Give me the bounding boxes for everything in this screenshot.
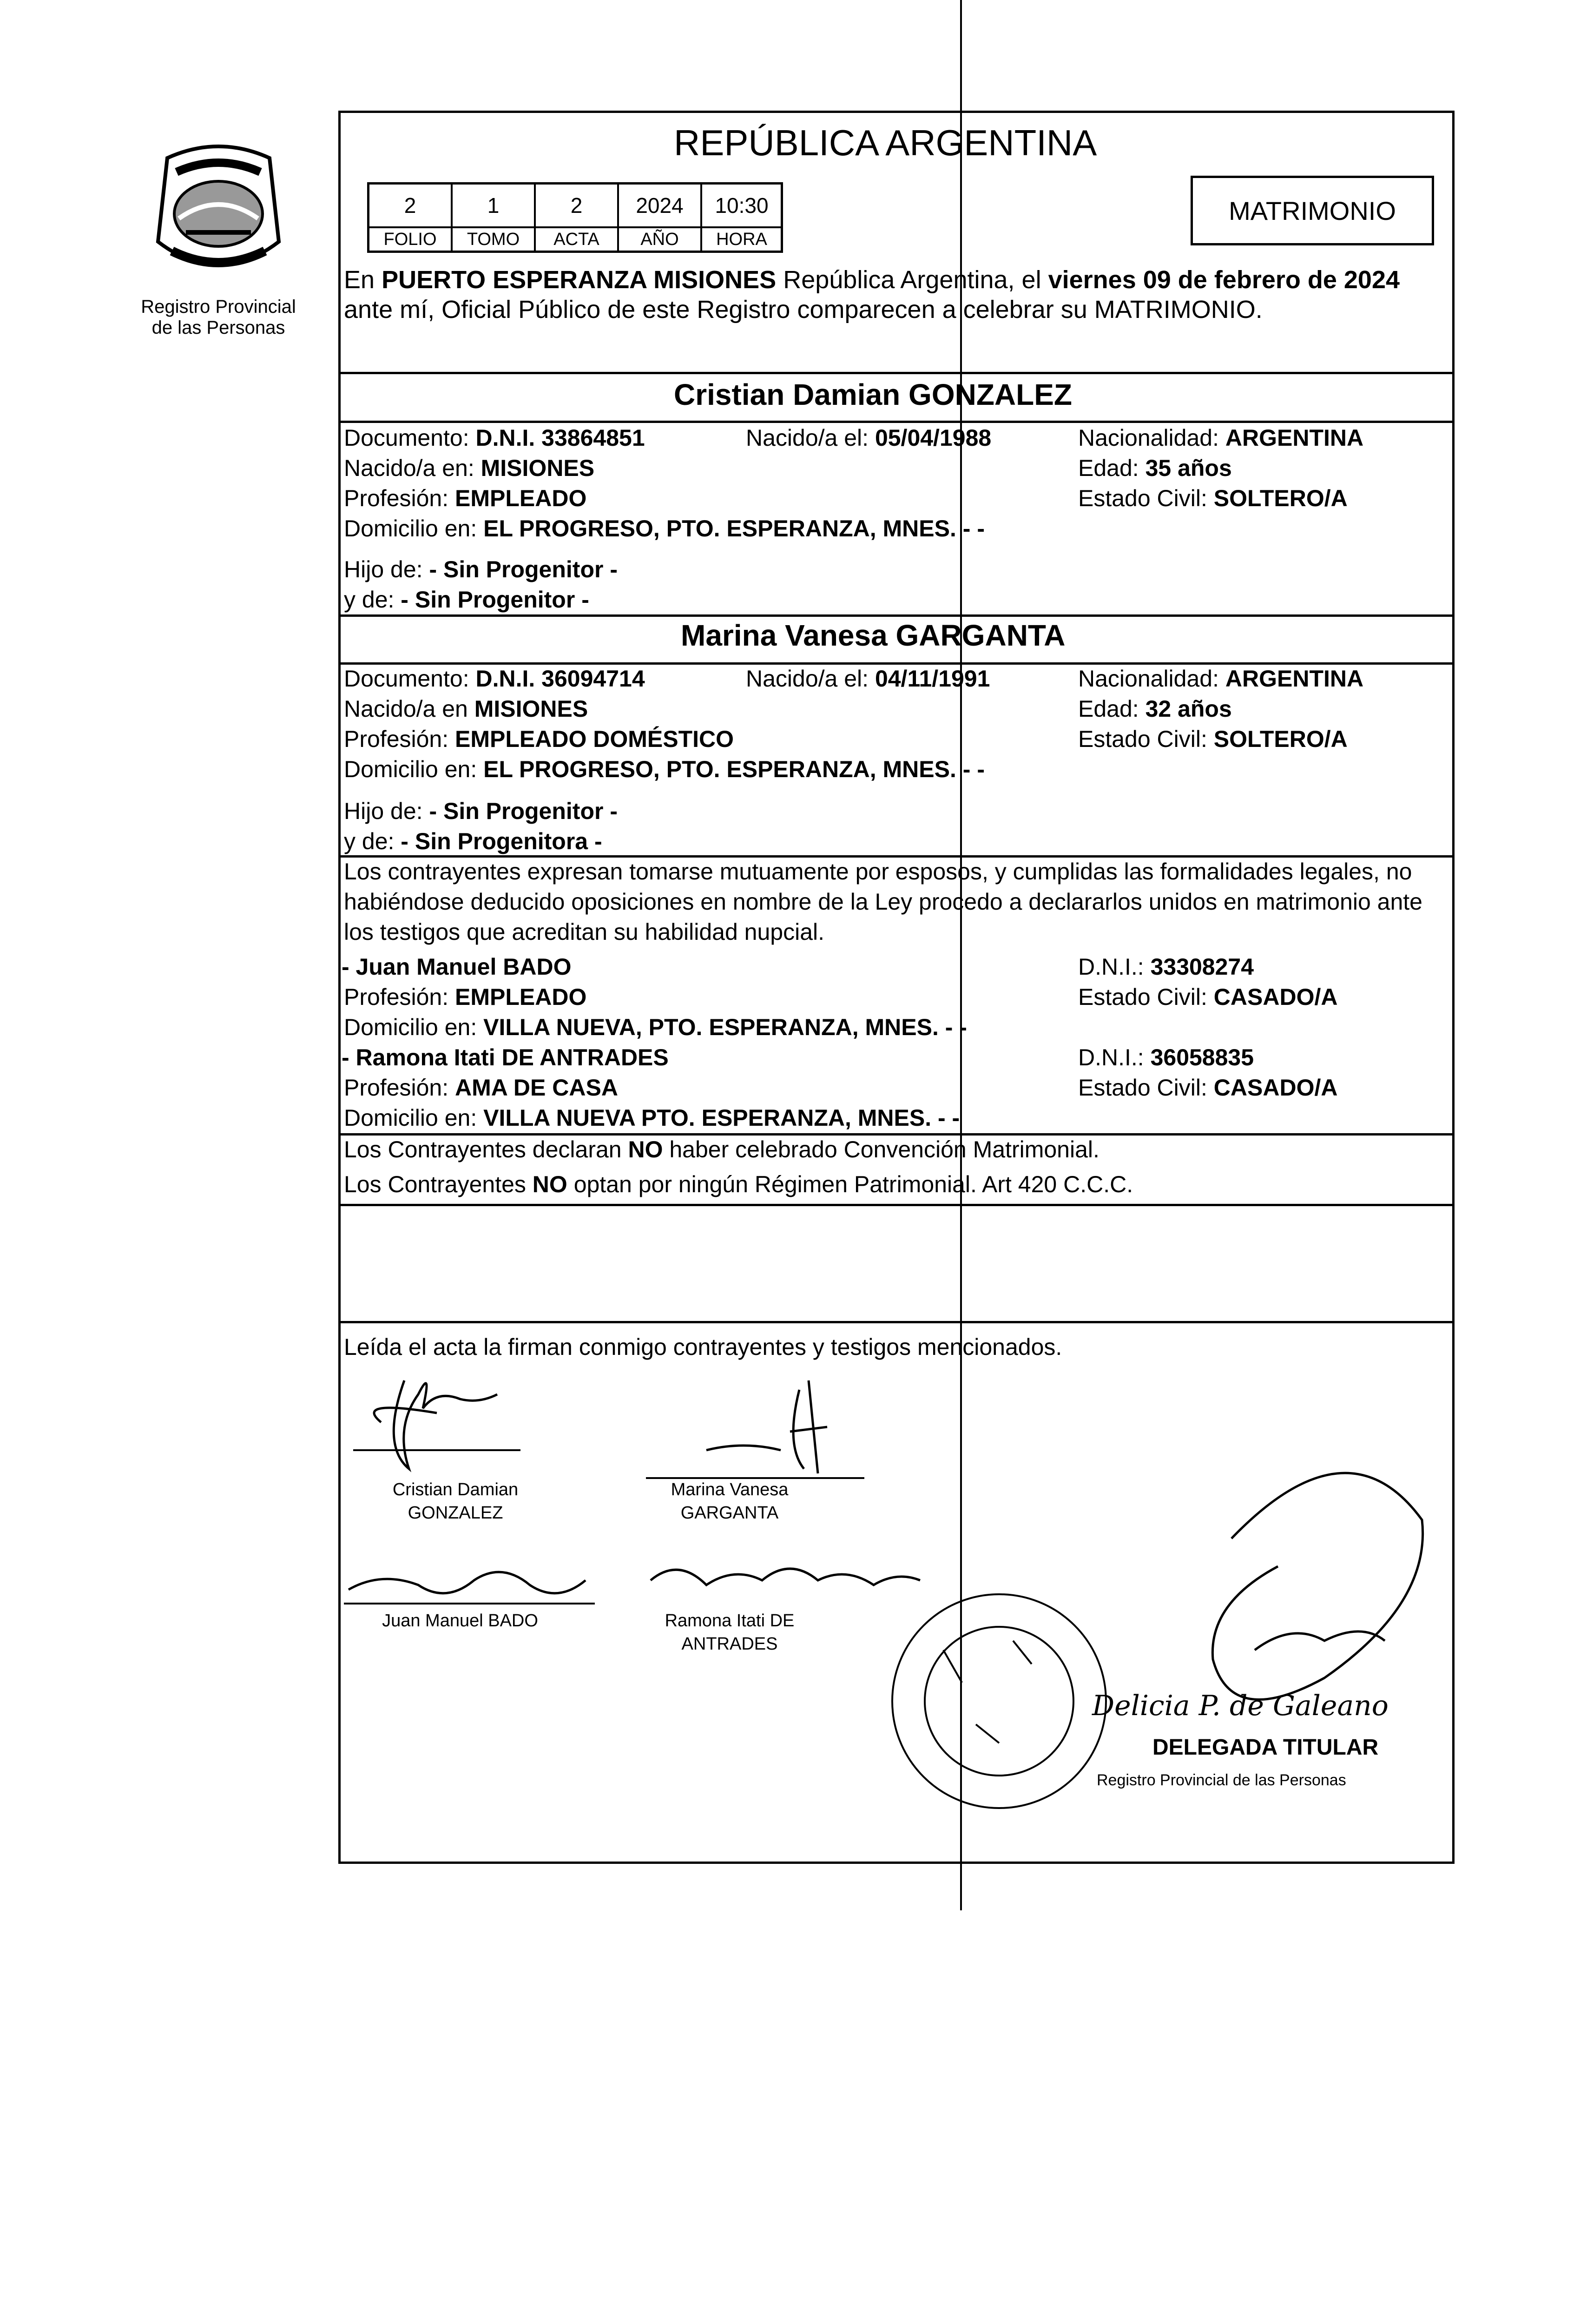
- folio-value: 2: [369, 185, 453, 226]
- spouse1-signature-name: Cristian Damian GONZALEZ: [392, 1480, 519, 1523]
- hour-value: 10:30: [715, 193, 769, 218]
- witness2-civil-status: Estado Civil: CASADO/A: [1078, 1075, 1338, 1101]
- spouse1-father: Hijo de: - Sin Progenitor -: [344, 556, 618, 582]
- year-label: AÑO: [619, 228, 702, 251]
- province-seal-logo: [139, 139, 297, 288]
- official-office: Registro Provincial de las Personas: [1097, 1771, 1346, 1789]
- spouse1-civil-status: Estado Civil: SOLTERO/A: [1078, 485, 1348, 511]
- official-stamp: [892, 1594, 1106, 1808]
- declaration-line3: los testigos que acreditan su habilidad nupcial.: [344, 919, 825, 945]
- witness1-civil-status: Estado Civil: CASADO/A: [1078, 984, 1338, 1010]
- spouse1-age: Edad: 35 años: [1078, 455, 1232, 481]
- tomo-value: 1: [453, 185, 536, 226]
- folio-label: FOLIO: [369, 228, 453, 251]
- spouse2-birthdate: Nacido/a el: 04/11/1991: [746, 666, 990, 692]
- spouse1-document: Documento: D.N.I. 33864851: [344, 425, 645, 451]
- intro-line1: En PUERTO ESPERANZA MISIONES República Argentina, el viernes 09 de febrero de 2024: [344, 266, 1400, 294]
- declaration-line1: Los contrayentes expresan tomarse mutuamente por esposos, y cumplidas las formalidades legales, no: [344, 858, 1412, 885]
- witness2-dni: D.N.I.: 36058835: [1078, 1044, 1254, 1070]
- witness1-profession: Profesión: EMPLEADO: [344, 984, 587, 1010]
- year-value: 2024: [619, 185, 702, 226]
- witness1-dni: D.N.I.: 33308274: [1078, 954, 1254, 980]
- spouse2-mother: y de: - Sin Progenitora -: [344, 828, 602, 854]
- registry-table: [367, 182, 783, 253]
- intro-line2: ante mí, Oficial Público de este Registro comparecen a celebrar su MATRIMONIO.: [344, 296, 1263, 324]
- spouse2-address: Domicilio en: EL PROGRESO, PTO. ESPERANZA, MNES. - -: [344, 756, 985, 782]
- official-name: Delicia P. de Galeano: [1092, 1690, 1389, 1722]
- spouse2-father: Hijo de: - Sin Progenitor -: [344, 798, 618, 824]
- registry-name-line2: de las Personas: [151, 317, 285, 338]
- spouse1-mother: y de: - Sin Progenitor -: [344, 587, 589, 613]
- registry-name-line1: Registro Provincial: [141, 297, 296, 317]
- spouse2-name: Marina Vanesa GARGANTA: [681, 619, 1066, 652]
- spouse2-profession: Profesión: EMPLEADO DOMÉSTICO: [344, 726, 734, 752]
- spouse1-birthplace: Nacido/a en: MISIONES: [344, 455, 595, 481]
- act-type-box: [1191, 176, 1434, 245]
- declaration-line2: habiéndose deducido oposiciones en nombre de la Ley procedo a declararlos unidos en matrimonio ante: [344, 889, 1422, 915]
- spouse1-name: Cristian Damian GONZALEZ: [674, 378, 1072, 411]
- tomo-label: TOMO: [453, 228, 536, 251]
- spouse2-age: Edad: 32 años: [1078, 696, 1232, 722]
- witness2-profession: Profesión: AMA DE CASA: [344, 1075, 618, 1101]
- spouse2-nationality: Nacionalidad: ARGENTINA: [1078, 666, 1364, 692]
- witness2-address: Domicilio en: VILLA NUEVA PTO. ESPERANZA, MNES. - -: [344, 1105, 960, 1131]
- country-title: REPÚBLICA ARGENTINA: [674, 122, 1097, 163]
- regime-line1: Los Contrayentes declaran NO haber celebrado Convención Matrimonial.: [344, 1136, 1099, 1162]
- spouse1-profession: Profesión: EMPLEADO: [344, 485, 587, 511]
- spouse2-document: Documento: D.N.I. 36094714: [344, 666, 645, 692]
- witness1-address: Domicilio en: VILLA NUEVA, PTO. ESPERANZA, MNES. - -: [344, 1014, 967, 1040]
- spouse2-signature-name: Marina Vanesa GARGANTA: [671, 1480, 789, 1523]
- witness2-name: - Ramona Itati DE ANTRADES: [342, 1044, 669, 1070]
- spouse1-birthdate: Nacido/a el: 05/04/1988: [746, 425, 992, 451]
- spouse2-birthplace: Nacido/a en MISIONES: [344, 696, 588, 722]
- spouse1-nationality: Nacionalidad: ARGENTINA: [1078, 425, 1364, 451]
- witness2-signature-name: Ramona Itati DE ANTRADES: [665, 1611, 795, 1654]
- hour-label: HORA: [716, 229, 767, 249]
- closing-statement: Leída el acta la firman conmigo contrayentes y testigos mencionados.: [344, 1334, 1062, 1360]
- acta-value: 2: [536, 185, 619, 226]
- witness1-name: - Juan Manuel BADO: [342, 954, 572, 980]
- spouse2-civil-status: Estado Civil: SOLTERO/A: [1078, 726, 1348, 752]
- official-title: DELEGADA TITULAR: [1152, 1735, 1379, 1760]
- witness1-signature-name: Juan Manuel BADO: [382, 1611, 538, 1631]
- spouse1-address: Domicilio en: EL PROGRESO, PTO. ESPERANZA, MNES. - -: [344, 515, 985, 541]
- act-type: MATRIMONIO: [1229, 196, 1396, 225]
- acta-label: ACTA: [536, 228, 619, 251]
- regime-line2: Los Contrayentes NO optan por ningún Régimen Patrimonial. Art 420 C.C.C.: [344, 1171, 1133, 1197]
